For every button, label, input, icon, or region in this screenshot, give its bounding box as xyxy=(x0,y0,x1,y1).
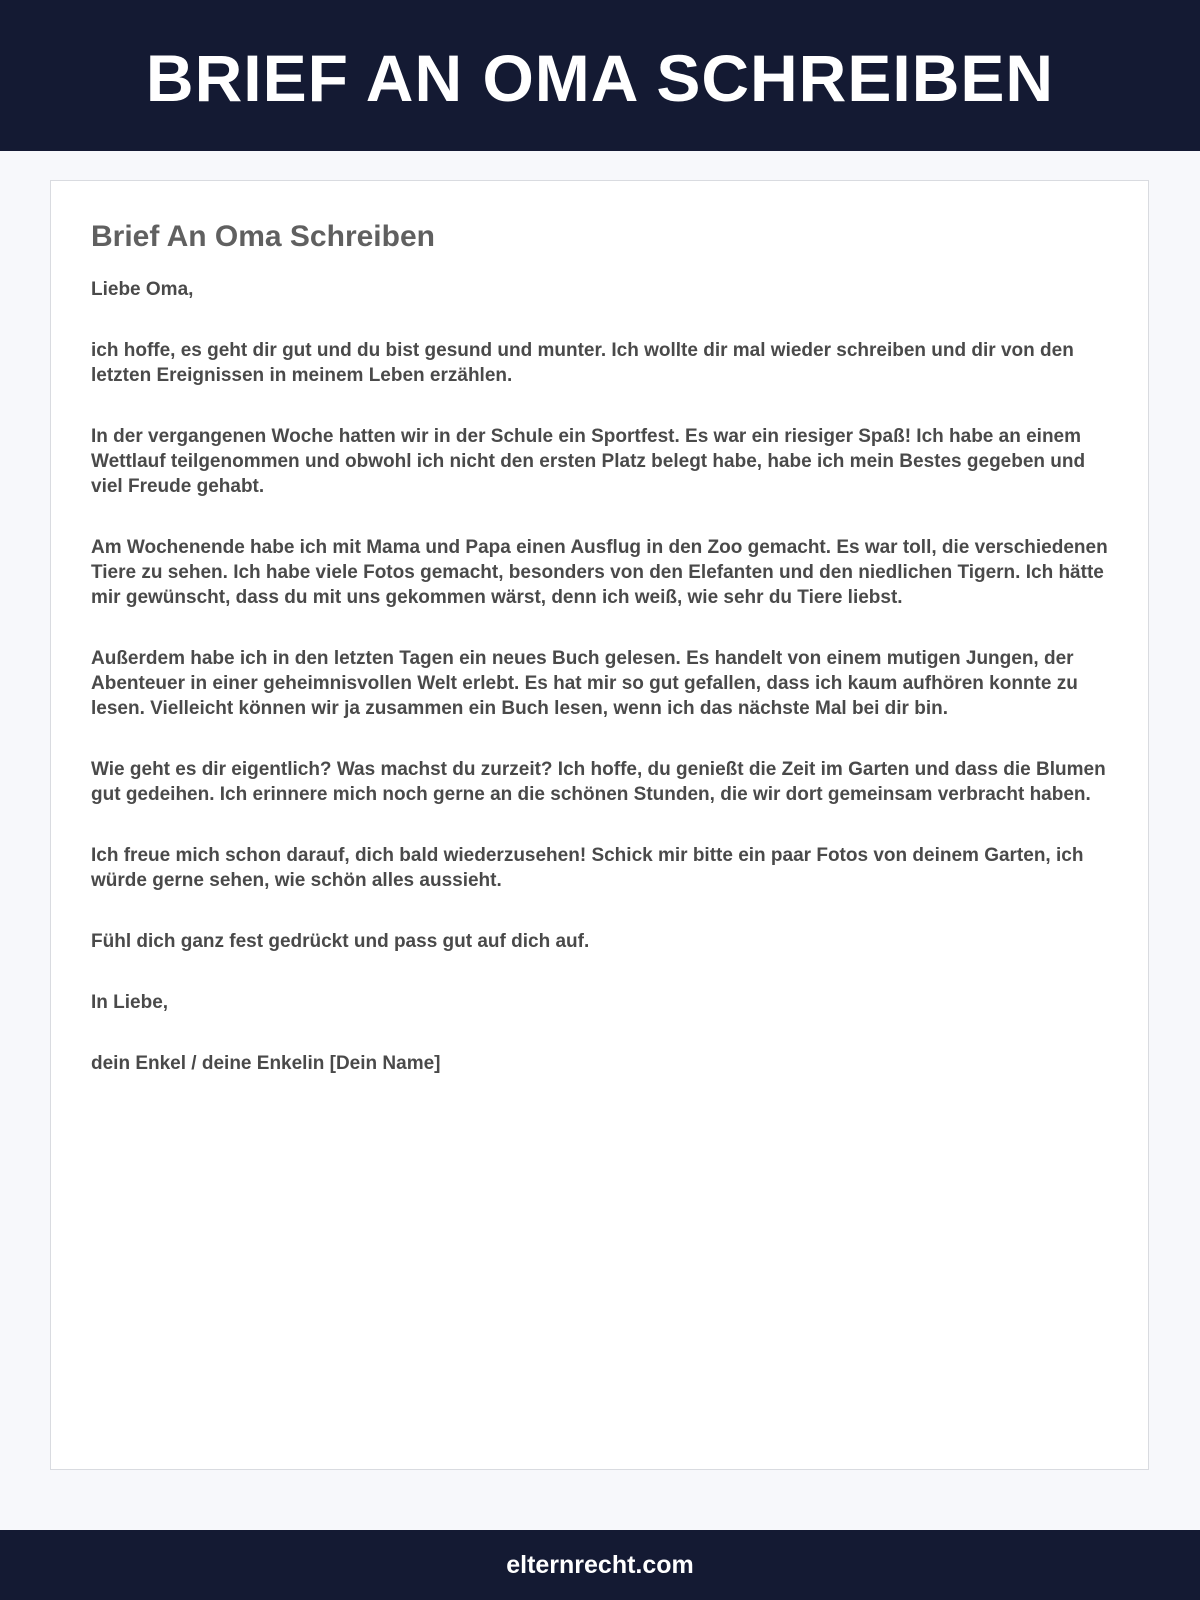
letter-paragraph: Am Wochenende habe ich mit Mama und Papa einen Ausflug in den Zoo gemacht. Es war toll, die verschiedenen Tiere zu sehen. Ich habe viele Fotos gemacht, besonders von den Elefanten und den niedlichen Tigern. Ich hätte mir gewünscht, dass du mit uns gekommen wärst, denn ich weiß, wie sehr du Tiere liebst. xyxy=(91,537,1108,608)
letter-paragraph: Außerdem habe ich in den letzten Tagen ein neues Buch gelesen. Es handelt von einem mutigen Jungen, der Abenteuer in einer geheimnisvollen Welt erlebt. Es hat mir so gut gefallen, dass ich kaum aufhören konnte zu lesen. Vielleicht können wir ja zusammen ein Buch lesen, wenn ich das nächste Mal bei dir bin. xyxy=(91,648,1078,719)
letter-signature: dein Enkel / deine Enkelin [Dein Name] xyxy=(91,1053,441,1074)
letter-paragraph: Wie geht es dir eigentlich? Was machst du zurzeit? Ich hoffe, du genießt die Zeit im Garten und dass die Blumen gut gedeihen. Ich erinnere mich noch gerne an die schönen Stunden, die wir dort gemeinsam verbracht haben. xyxy=(91,759,1106,805)
footer-site-name[interactable]: elternrecht.com xyxy=(506,1550,694,1579)
letter-paragraph: Ich freue mich schon darauf, dich bald wiederzusehen! Schick mir bitte ein paar Fotos von deinem Garten, ich würde gerne sehen, wie schön alles aussieht. xyxy=(91,845,1084,891)
letter-body xyxy=(91,277,1111,1112)
site-footer xyxy=(0,1530,1200,1600)
letter-paragraph: ich hoffe, es geht dir gut und du bist gesund und munter. Ich wollte dir mal wieder schreiben und dir von den letzten Ereignissen in meinem Leben erzählen. xyxy=(91,340,1074,386)
letter-greeting: Liebe Oma, xyxy=(91,279,194,300)
letter-title: Brief An Oma Schreiben xyxy=(91,220,435,253)
page-title: BRIEF AN OMA SCHREIBEN xyxy=(145,40,1055,115)
letter-paragraph: Fühl dich ganz fest gedrückt und pass gut auf dich auf. xyxy=(91,931,590,952)
letter-closing: In Liebe, xyxy=(91,992,169,1013)
letter-card xyxy=(50,180,1149,1470)
letter-paragraph: In der vergangenen Woche hatten wir in der Schule ein Sportfest. Es war ein riesiger Spaß! Ich habe an einem Wettlauf teilgenommen und obwohl ich nicht den ersten Platz belegt habe, habe ich mein Bestes gegeben und viel Freude gehabt. xyxy=(91,426,1086,497)
site-header xyxy=(0,0,1200,151)
